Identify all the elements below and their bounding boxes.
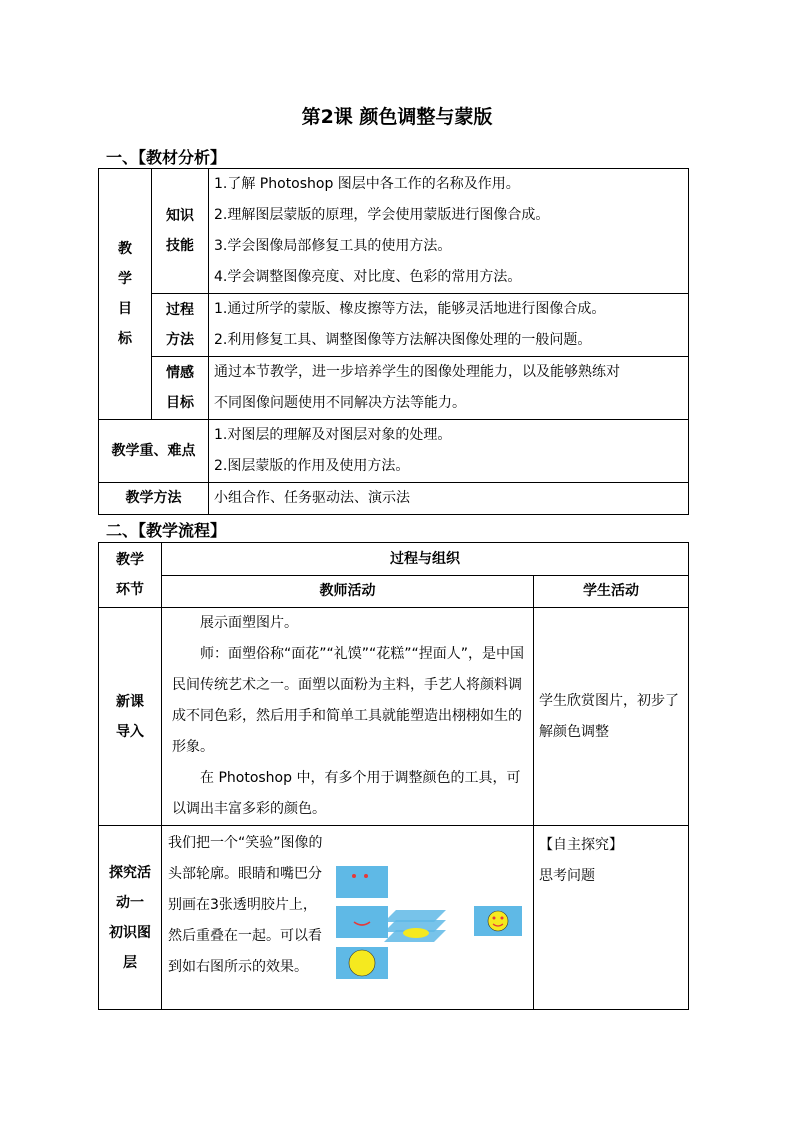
emotion-label: 情感 目标 bbox=[152, 357, 209, 420]
goals-label: 教 学 目 标 bbox=[99, 169, 152, 420]
knowledge-items: 1.了解 Photoshop 图层中各工作的名称及作用。 2.理解图层蒙版的原理，学会使用蒙版进行图像合成。 3.学会图像局部修复工具的使用方法。 4.学会调整图像亮度、对比度、色彩的常用方法。 bbox=[209, 169, 689, 294]
section-heading-flow: 二、【教学流程】 bbox=[106, 521, 227, 540]
flow-table bbox=[98, 542, 689, 1010]
teacher-activity-intro: 展示面塑图片。 师：面塑俗称“面花”“礼馍”“花糕”“捏面人”，是中国民间传统艺术之一。面塑以面粉为主料，手艺人将颜料调成不同色彩，然后用手和简单工具就能塑造出栩栩如生的形象。 在 Photoshop 中，有多个用于调整颜色的工具，可以调出丰富多彩的颜色。 bbox=[162, 608, 534, 826]
student-activity-intro: 学生欣赏图片，初步了解颜色调整 bbox=[534, 608, 689, 826]
layer-eyes bbox=[336, 866, 388, 898]
emotion-text: 通过本节教学，进一步培养学生的图像处理能力，以及能够熟练对 不同图像问题使用不同解决方法等能力。 bbox=[209, 357, 689, 420]
keypoints-items: 1.对图层的理解及对图层对象的处理。 2.图层蒙版的作用及使用方法。 bbox=[209, 420, 689, 483]
stage-explore: 探究活 动一 初识图 层 bbox=[99, 826, 162, 1010]
methods-value: 小组合作、任务驱动法、演示法 bbox=[209, 483, 689, 515]
knowledge-label: 知识 技能 bbox=[152, 169, 209, 294]
layers-diagram bbox=[334, 864, 534, 994]
layer-mouth bbox=[336, 906, 388, 938]
process-header: 过程与组织 bbox=[162, 543, 689, 576]
stage-intro: 新课 导入 bbox=[99, 608, 162, 826]
methods-label: 教学方法 bbox=[99, 483, 209, 515]
keypoints-label: 教学重、难点 bbox=[99, 420, 209, 483]
page-title: 第2课 颜色调整与蒙版 bbox=[301, 106, 493, 128]
analysis-table bbox=[98, 168, 689, 515]
student-activity-header: 学生活动 bbox=[534, 576, 689, 608]
explore-text: 我们把一个“笑验”图像的头部轮廓。眼睛和嘴巴分别画在3张透明胶片上，然后重叠在一起。可以看到如右图所示的效果。 bbox=[168, 835, 323, 975]
section-heading-analysis: 一、【教材分析】 bbox=[106, 148, 227, 167]
stage-header: 教学 环节 bbox=[99, 543, 162, 608]
teacher-activity-explore bbox=[162, 826, 534, 1010]
teacher-activity-header: 教师活动 bbox=[162, 576, 534, 608]
process-items: 1.通过所学的蒙版、橡皮擦等方法，能够灵活地进行图像合成。 2.利用修复工具、调整图像等方法解决图像处理的一般问题。 bbox=[209, 294, 689, 357]
process-label: 过程 方法 bbox=[152, 294, 209, 357]
student-activity-explore: 【自主探究】 思考问题 bbox=[534, 826, 689, 1010]
